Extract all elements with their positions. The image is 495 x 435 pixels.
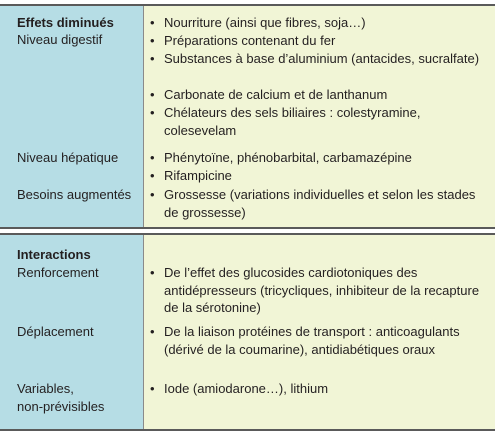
label-deplacement: Déplacement	[17, 324, 94, 339]
section-2-label-column	[0, 235, 144, 429]
section-interactions	[0, 233, 495, 431]
section-1-header: Effets diminués	[17, 15, 114, 30]
label-variables: Variables,	[17, 381, 74, 396]
bullet-icon: •	[150, 324, 155, 339]
label-renforcement: Renforcement	[17, 265, 99, 280]
list-item: • De la liaison protéines de transport : anticoagulants (dérivé de la coumarine), antidiabétiques oraux	[150, 324, 460, 357]
section-1-label-column	[0, 6, 144, 227]
list-item: • Rifampicine	[150, 168, 232, 183]
list-item: • Substances à base d’aluminium (antacides, sucralfate)	[150, 51, 480, 66]
bullet-icon: •	[150, 105, 155, 120]
label-besoins-augmentes: Besoins augmentés	[17, 187, 132, 202]
list-item: • Nourriture (ainsi que fibres, soja…)	[150, 15, 366, 30]
label-niveau-hepatique: Niveau hépatique	[17, 150, 119, 165]
list-item: • Iode (amiodarone…), lithium	[150, 381, 329, 396]
section-effets-diminues	[0, 4, 495, 229]
bullet-icon: •	[150, 87, 155, 102]
list-item: • Chélateurs des sels biliaires : colestyramine, colesevelam	[150, 105, 421, 138]
bullet-icon: •	[150, 381, 155, 396]
list-item: • Carbonate de calcium et de lanthanum	[150, 87, 388, 102]
bullet-icon: •	[150, 187, 155, 202]
list-item: • Préparations contenant du fer	[150, 33, 336, 48]
section-2-content-column	[144, 235, 495, 429]
label-niveau-digestif: Niveau digestif	[17, 32, 103, 47]
bullet-icon: •	[150, 15, 155, 30]
bullet-icon: •	[150, 33, 155, 48]
section-2-header: Interactions	[17, 247, 91, 262]
label-non-previsibles: non-prévisibles	[17, 399, 105, 414]
list-item: • Phénytoïne, phénobarbital, carbamazépine	[150, 150, 412, 165]
bullet-icon: •	[150, 265, 155, 280]
bullet-icon: •	[150, 51, 155, 66]
bullet-icon: •	[150, 150, 155, 165]
section-1-content-column	[144, 6, 495, 227]
bullet-icon: •	[150, 168, 155, 183]
list-item: • Grossesse (variations individuelles et selon les stades de grossesse)	[150, 187, 476, 220]
list-item: • De l’effet des glucosides cardiotoniques des antidépresseurs (tricycliques, inhibiteur de la recapture de la sérotonine)	[150, 265, 480, 315]
